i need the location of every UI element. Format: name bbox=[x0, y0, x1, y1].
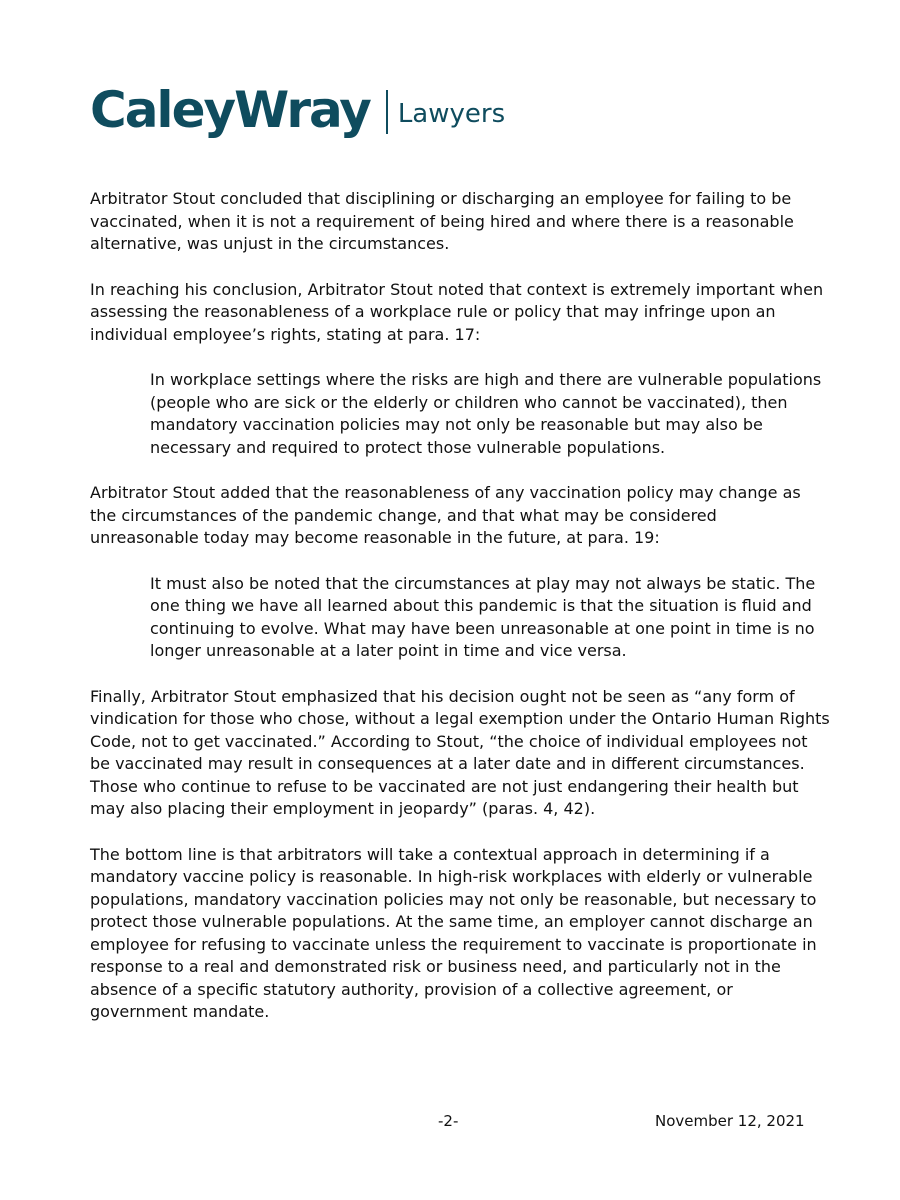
firm-subtitle: Lawyers bbox=[397, 99, 506, 129]
document-body bbox=[90, 188, 830, 1047]
logo-separator bbox=[386, 90, 388, 134]
paragraph-conclusion: Arbitrator Stout concluded that disciplining or discharging an employee for failing to be vaccinated, when it is not a requirement of being hired and where there is a reasonable alternative, was unjust in the circumstances. bbox=[90, 189, 794, 253]
document-date: November 12, 2021 bbox=[655, 1112, 805, 1130]
paragraph-context: In reaching his conclusion, Arbitrator Stout noted that context is extremely important when assessing the reasonableness of a workplace rule or policy that may infringe upon an individual employee’s rights, stating at para. 17: bbox=[90, 279, 824, 344]
paragraph-reasonableness-change: Arbitrator Stout added that the reasonableness of any vaccination policy may change as the circumstances of the pandemic change, and that what may be considered unreasonable today may become reasonable in the future, at para. 19: bbox=[90, 483, 801, 547]
block-quote-para-17: In workplace settings where the risks are high and there are vulnerable populations (people who are sick or the elderly or children who cannot be vaccinated), then mandatory vaccination policies may not only be reasonable but may also be necessary and required to protect those vulnerable populations. bbox=[150, 370, 822, 457]
letterhead-logo bbox=[90, 80, 505, 140]
paragraph-bottom-line: The bottom line is that arbitrators will take a contextual approach in determining if a mandatory vaccine policy is reasonable. In high-risk workplaces with elderly or vulnerable populations, mandatory vaccination policies may not only be reasonable, but necessary to protect those vulnerable populations. At the same time, an employer cannot discharge an employee for refusing to vaccinate unless the requirement to vaccinate is proportionate in response to a real and demonstrated risk or business need, and particularly not in the absence of a specific statutory authority, provision of a collective agreement, or government mandate. bbox=[90, 844, 817, 1021]
paragraph-vindication: Finally, Arbitrator Stout emphasized that his decision ought not be seen as “any form of vindication for those who chose, without a legal exemption under the Ontario Human Rights Code, not to get vaccinated.” According to Stout, “the choice of individual employees not be vaccinated may result in consequences at a later date and in different circumstances. Those who continue to refuse to be vaccinated are not just endangering their health but may also placing their employment in jeopardy” (paras. 4, 42). bbox=[90, 686, 830, 818]
block-quote-para-19: It must also be noted that the circumstances at play may not always be static. The one thing we have all learned about this pandemic is that the situation is fluid and continuing to evolve. What may have been unreasonable at one point in time is no longer unreasonable at a later point in time and vice versa. bbox=[150, 573, 816, 660]
page-number: -2- bbox=[438, 1112, 459, 1130]
firm-name: CaleyWray bbox=[90, 81, 370, 139]
